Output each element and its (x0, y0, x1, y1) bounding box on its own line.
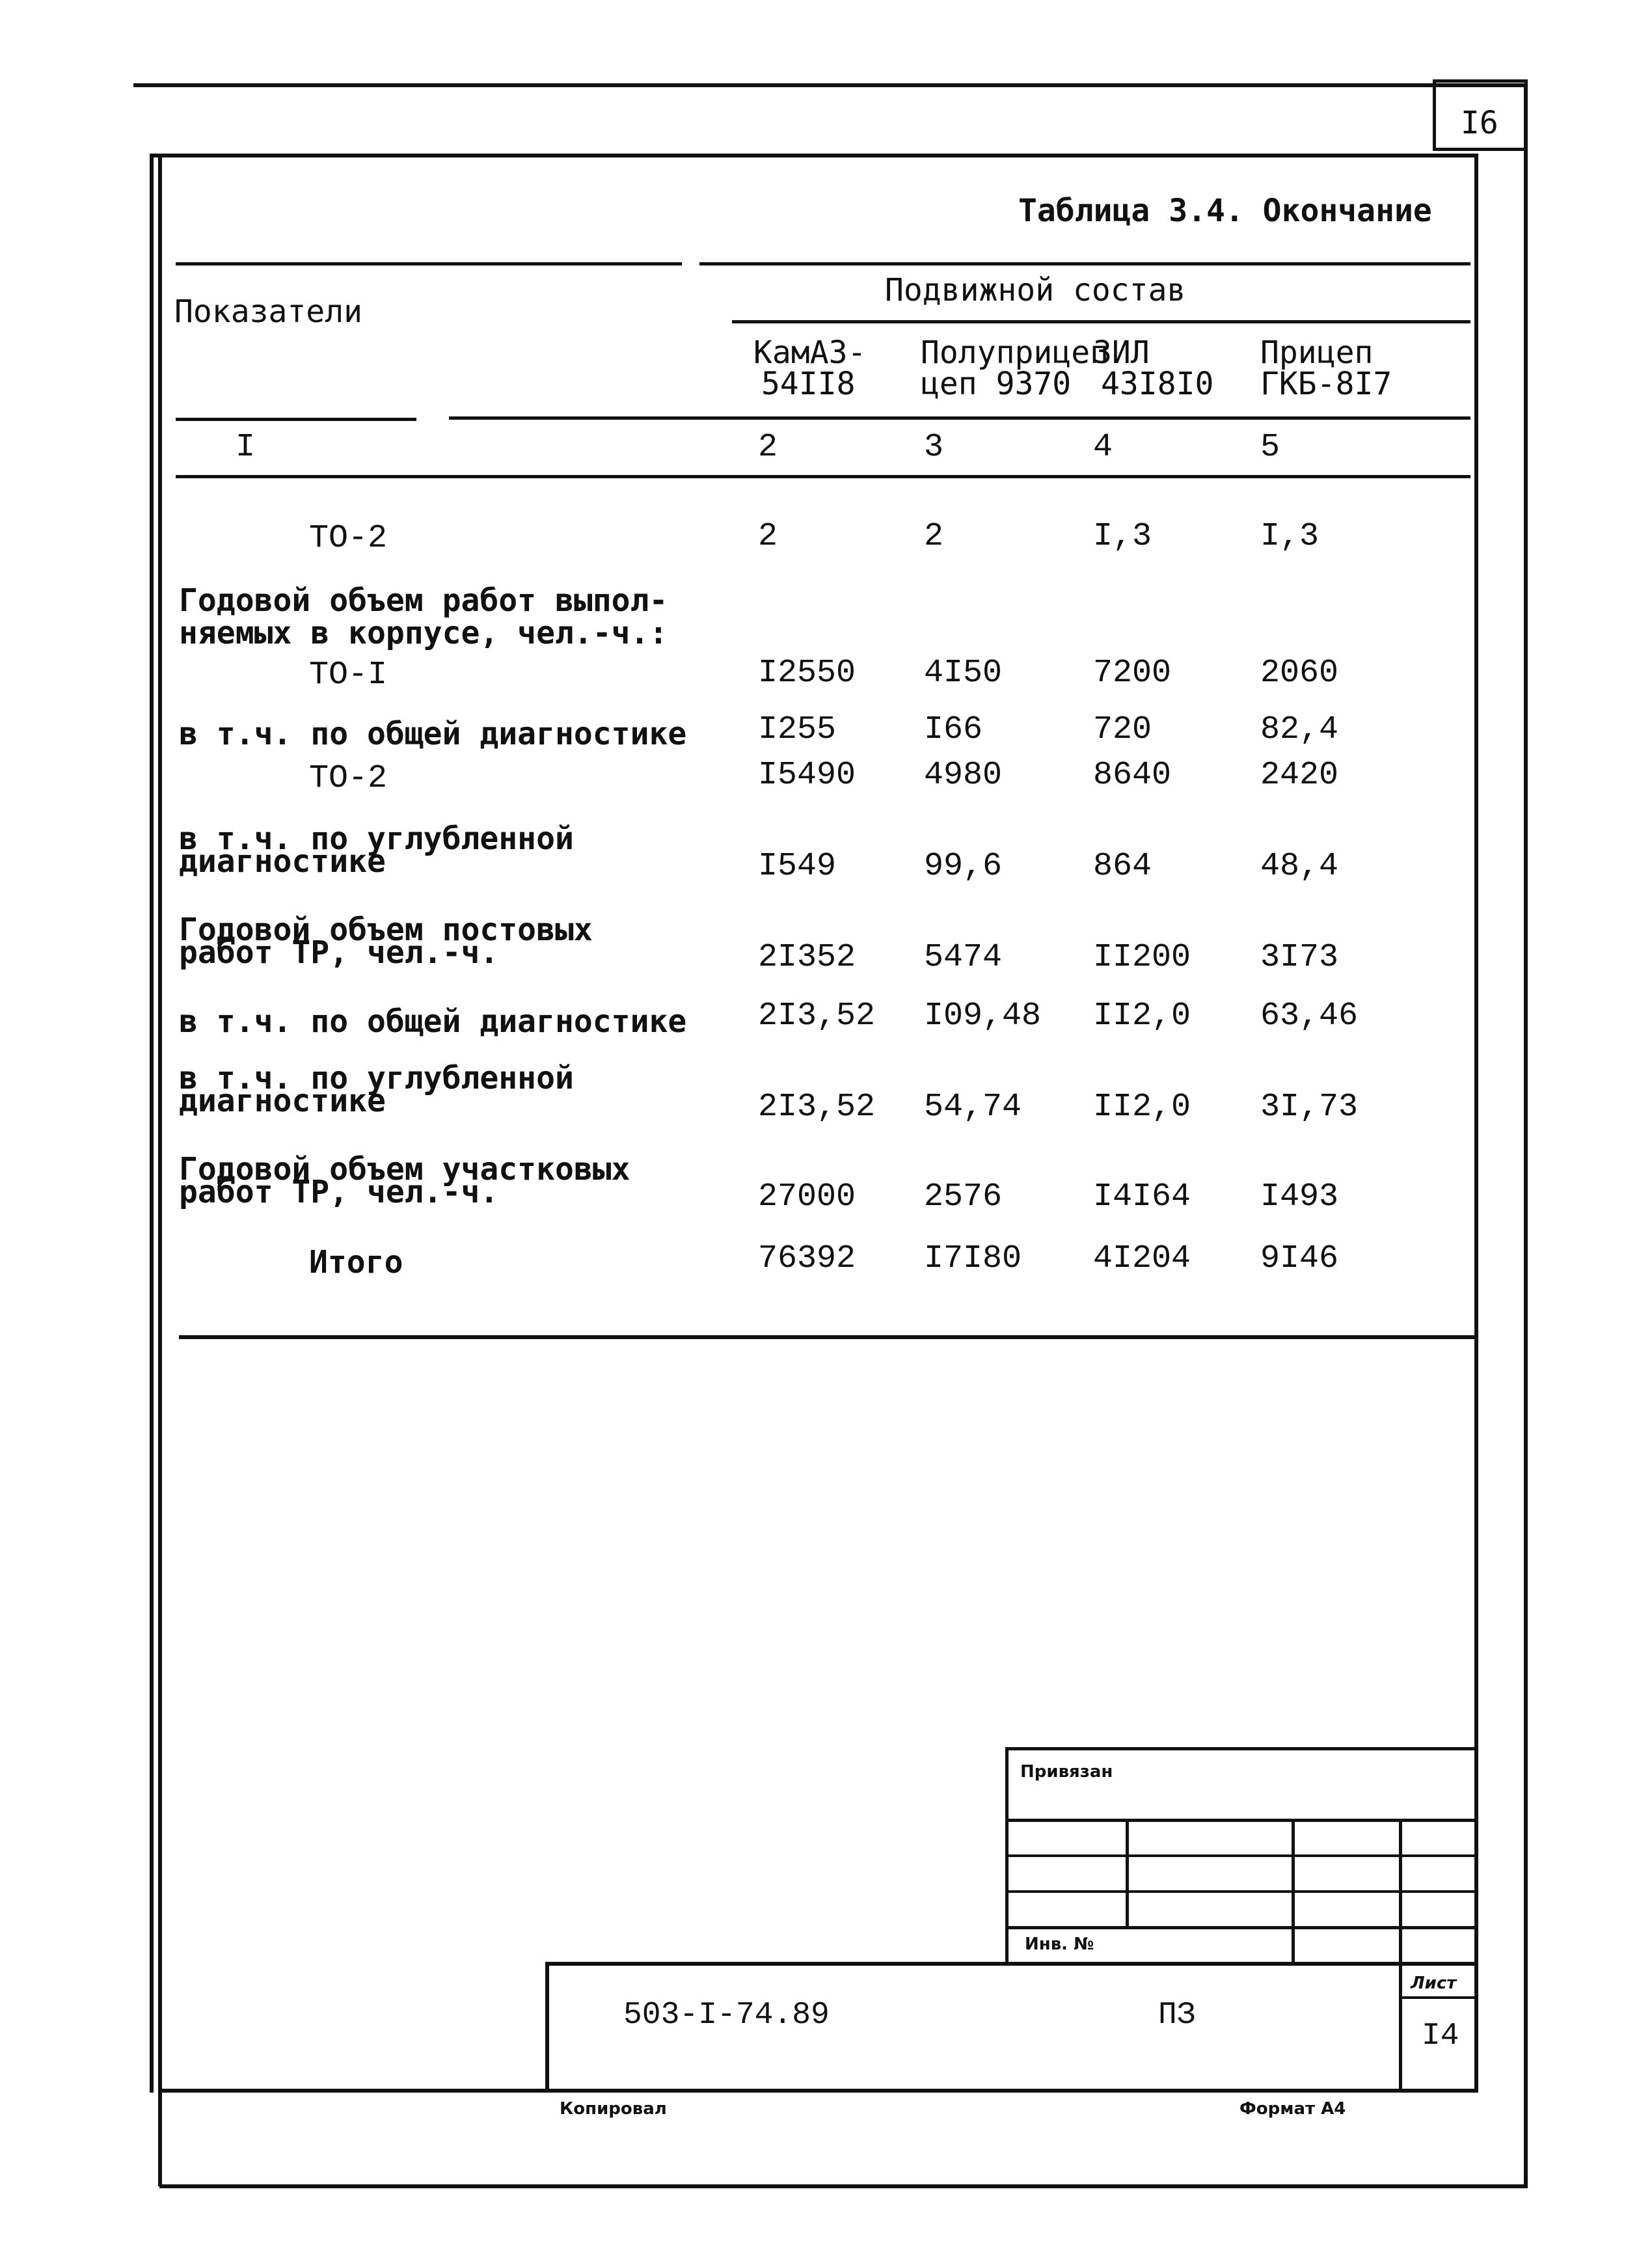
row-value: I5490 (758, 757, 856, 794)
stamp-row-line-1 (1005, 1819, 1476, 1822)
col-trailer-line2: ГКБ-8I7 (1260, 366, 1392, 402)
corner-number: I6 (1461, 105, 1498, 141)
row-label: Годовой объем участковых работ ТР, чел.-ч. (179, 1151, 630, 1210)
stamp-col-line-2 (1292, 1819, 1295, 1962)
row-value: 9I46 (1260, 1240, 1339, 1277)
row-value: 8640 (1093, 757, 1172, 794)
row-value: 4I204 (1093, 1240, 1191, 1277)
format-label: Формат А4 (1239, 2099, 1346, 2119)
row-value: I09,48 (924, 998, 1042, 1035)
stamp-row-line-4 (1005, 1926, 1476, 1929)
col-number-3: 3 (924, 429, 944, 466)
row-value: 2576 (924, 1178, 1003, 1215)
sheet-cell-divider (1399, 1996, 1476, 1999)
row-value: 5474 (924, 939, 1003, 976)
row-label: в т.ч. по углубленной диагностике (179, 1060, 574, 1119)
col-number-1: I (236, 429, 256, 466)
sheet-cell-left (1399, 1962, 1402, 2092)
col-number-4: 4 (1093, 429, 1113, 466)
row-value: I255 (758, 711, 837, 748)
row-label: Годовой объем постовых работ ТР, чел.-ч. (179, 912, 593, 971)
row-value: I2550 (758, 655, 856, 692)
col-zil-line1: ЗИЛ (1093, 334, 1150, 371)
row-value: I66 (924, 711, 983, 748)
row-value: 4980 (924, 757, 1003, 794)
row-value: 82,4 (1260, 711, 1339, 748)
stamp-col-line-3 (1399, 1819, 1402, 1962)
row-value: 48,4 (1260, 848, 1339, 885)
table-end-line (179, 1335, 1478, 1339)
col-number-2: 2 (758, 429, 778, 466)
row-value: I4I64 (1093, 1178, 1191, 1215)
col-zil-line2: 43I8I0 (1101, 366, 1214, 402)
header-line-left (176, 262, 682, 265)
table-caption: Таблица 3.4. Окончание (1018, 193, 1432, 229)
row-value: 99,6 (924, 848, 1003, 885)
col-trailer-line1: Прицеп (1260, 334, 1374, 371)
stamp-row-line-3 (1005, 1890, 1476, 1893)
row-value: II2,0 (1093, 1089, 1191, 1126)
col-kamaz-line2: 54II8 (761, 366, 856, 402)
row-value: I7I80 (924, 1240, 1022, 1277)
left-outer-border (158, 156, 162, 2186)
row-label: ТО-I (309, 657, 388, 694)
row-label: ТО-2 (309, 760, 388, 797)
row-value: 7200 (1093, 655, 1172, 692)
row-value: 864 (1093, 848, 1152, 885)
copied-label: Копировал (560, 2099, 667, 2119)
row-label: в т.ч. по углубленной диагностике (179, 821, 574, 880)
row-value: I,3 (1093, 518, 1152, 555)
inner-frame-bottom (159, 2089, 1478, 2093)
header-bottom-line-left (176, 418, 416, 421)
row-value: 2I3,52 (758, 998, 876, 1035)
numbers-bottom-line (176, 475, 1470, 478)
row-value: II200 (1093, 939, 1191, 976)
row-value: 2I3,52 (758, 1089, 876, 1126)
header-line-right (699, 262, 1470, 265)
row-value: 3I,73 (1260, 1089, 1359, 1126)
stamp-row-line-2 (1005, 1854, 1476, 1857)
row-value: 54,74 (924, 1089, 1022, 1126)
col-semitrailer-line2: цеп 9370 (921, 366, 1072, 402)
section-code: ПЗ (1158, 1998, 1196, 2033)
header-bottom-line-right (449, 416, 1470, 420)
row-value: 27000 (758, 1178, 856, 1215)
row-value: 2060 (1260, 655, 1339, 692)
row-value: I549 (758, 848, 837, 885)
row-label: ТО-2 (309, 520, 388, 557)
title-block-top (545, 1962, 1478, 1966)
col-kamaz-line1: КамАЗ- (753, 334, 867, 371)
sheet-label: Лист (1411, 1974, 1457, 1993)
indicators-header: Показатели (174, 293, 362, 330)
sheet-number: I4 (1422, 2018, 1459, 2054)
rolling-stock-header: Подвижной состав (885, 272, 1186, 308)
row-value: 2 (924, 518, 944, 555)
right-outer-border (1524, 83, 1528, 2188)
bottom-outer-border (159, 2184, 1528, 2188)
inner-frame-top (150, 154, 1477, 157)
row-label: Итого (309, 1244, 403, 1281)
row-value: 2I352 (758, 939, 856, 976)
row-label: в т.ч. по общей диагностике (179, 1003, 687, 1040)
row-value: II2,0 (1093, 998, 1191, 1035)
row-value: 2 (758, 518, 778, 555)
doc-code: 503-I-74.89 (623, 1998, 830, 2033)
inner-frame-left (150, 154, 154, 2093)
col-semitrailer-line1: Полуприцеп (921, 334, 1109, 371)
row-value: I493 (1260, 1178, 1339, 1215)
row-value: 3I73 (1260, 939, 1339, 976)
stamp-box-top (1005, 1747, 1476, 1750)
privyazan-label: Привязан (1020, 1762, 1113, 1782)
row-label: в т.ч. по общей диагностике (179, 716, 687, 752)
row-value: 720 (1093, 711, 1152, 748)
row-label: Годовой объем работ выпол- няемых в корпусе, чел.-ч.: (179, 582, 668, 652)
row-value: I,3 (1260, 518, 1320, 555)
row-value: 2420 (1260, 757, 1339, 794)
subheader-line (732, 320, 1470, 323)
row-value: 4I50 (924, 655, 1003, 692)
inv-no-label: Инв. № (1025, 1934, 1094, 1954)
col-number-5: 5 (1260, 429, 1280, 466)
title-block-left (545, 1962, 549, 2092)
inner-frame-right (1474, 154, 1478, 2093)
row-value: 63,46 (1260, 998, 1359, 1035)
row-value: 76392 (758, 1240, 856, 1277)
top-border-line (133, 83, 1527, 87)
stamp-col-line-1 (1126, 1819, 1129, 1926)
